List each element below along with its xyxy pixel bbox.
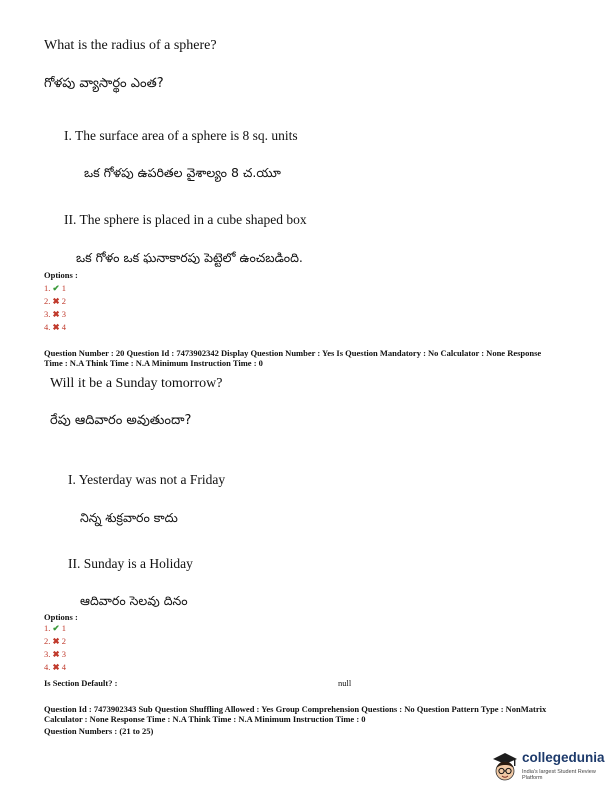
q19-statement-2-te: ఒక గోళం ఒక ఘనాకారపు పెట్టెలో ఉంచబడింది. — [76, 250, 303, 265]
mascot-icon — [490, 750, 520, 784]
brand-tagline: India's largest Student Review Platform — [522, 769, 596, 781]
option-item[interactable]: 1. ✔ 1 — [44, 283, 66, 293]
option-item[interactable]: 3. ✖ 3 — [44, 309, 66, 319]
cross-icon: ✖ — [52, 662, 60, 672]
option-item[interactable]: 3. ✖ 3 — [44, 649, 66, 659]
section-meta-line-2: Calculator : None Response Time : N.A Think Time : N.A Minimum Instruction Time : 0 — [44, 714, 366, 724]
check-icon: ✔ — [52, 623, 60, 633]
q19-statement-2: II. The sphere is placed in a cube shaped box — [64, 212, 307, 227]
q20-statement-2-te: ఆదివారం సెలవు దినం — [80, 593, 188, 608]
option-item[interactable]: 1. ✔ 1 — [44, 623, 66, 633]
q20-statement-1-te: నిన్న శుక్రవారం కాదు — [80, 510, 178, 525]
cross-icon: ✖ — [52, 649, 60, 659]
cross-icon: ✖ — [52, 309, 60, 319]
q20-meta-line-2: Time : N.A Think Time : N.A Minimum Instruction Time : 0 — [44, 358, 263, 368]
section-default-value: null — [338, 678, 352, 688]
q20-options-label: Options : — [44, 612, 78, 622]
q20-question-en: Will it be a Sunday tomorrow? — [50, 376, 223, 391]
option-item[interactable]: 4. ✖ 4 — [44, 662, 66, 672]
section-default-label: Is Section Default? : — [44, 678, 118, 688]
q19-statement-1: I. The surface area of a sphere is 8 sq. units — [64, 128, 298, 143]
brand-name: collegedunia — [522, 750, 605, 765]
section-meta-line-1: Question Id : 7473902343 Sub Question Shuffling Allowed : Yes Group Comprehension Questions : No Question Pattern Type : NonMatrix — [44, 704, 547, 714]
check-icon: ✔ — [52, 283, 60, 293]
cross-icon: ✖ — [52, 636, 60, 646]
option-item[interactable]: 2. ✖ 2 — [44, 296, 66, 306]
q20-statement-2: II. Sunday is a Holiday — [68, 556, 193, 571]
q19-question-en: What is the radius of a sphere? — [44, 38, 217, 53]
option-item[interactable]: 4. ✖ 4 — [44, 322, 66, 332]
q19-question-te: గోళపు వ్యాసార్థం ఎంత? — [44, 76, 164, 91]
brand-logo — [490, 748, 608, 788]
q19-options-label: Options : — [44, 270, 78, 280]
option-item[interactable]: 2. ✖ 2 — [44, 636, 66, 646]
q20-statement-1: I. Yesterday was not a Friday — [68, 472, 226, 487]
q19-options-list — [44, 282, 66, 334]
q20-options-list — [44, 622, 66, 674]
q20-meta-line-1: Question Number : 20 Question Id : 7473902342 Display Question Number : Yes Is Question Mandatory : No Calculator : None Response — [44, 348, 542, 358]
q20-question-te: రేపు ఆదివారం అవుతుందా? — [50, 413, 192, 428]
cross-icon: ✖ — [52, 322, 60, 332]
question-numbers: Question Numbers : (21 to 25) — [44, 726, 154, 736]
q19-statement-1-te: ఒక గోళపు ఉపరితల వైశాల్యం 8 చ.యూ — [84, 165, 281, 180]
cross-icon: ✖ — [52, 296, 60, 306]
